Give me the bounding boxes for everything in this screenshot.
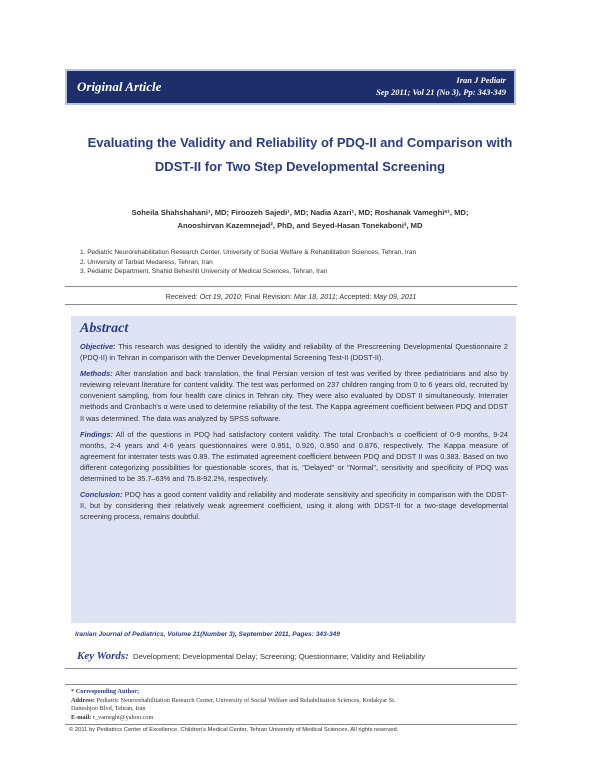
copyright-notice: © 2011 by Pediatrics Center of Excellence, Children's Medical Center, Tehran University of Medical Sciences, All rights reserved. bbox=[69, 727, 399, 733]
objective-text: This research was designed to identify the validity and reliability of the Prescreening Developmental Questionnaire 2 (PDQ-II) in Tehran in comparison with the Denver Developmental Screening Test-II (DDST-II). bbox=[80, 342, 508, 363]
article-type: Original Article bbox=[77, 79, 162, 94]
received-label: Received: bbox=[165, 292, 200, 301]
keywords-label: Key Words: bbox=[77, 650, 129, 662]
paper-title bbox=[60, 131, 540, 179]
journal-header-banner bbox=[65, 69, 516, 105]
accepted-label: ; Accepted: bbox=[335, 292, 374, 301]
divider bbox=[65, 668, 517, 669]
address-line-1 bbox=[71, 697, 516, 706]
accepted-date: May 09, 2011 bbox=[373, 292, 417, 301]
conclusion-text: PDQ has a good content validity and reliability and moderate sensitivity and specificity in comparison with the DDST-II, but by considering their relatively weak agreement coefficient, using it along with DDST-II for a two-stage developmental screening process, remains doubtful. bbox=[80, 490, 508, 522]
affiliations bbox=[80, 248, 520, 277]
revision-label: ; Final Revision: bbox=[240, 292, 294, 301]
author-line-1: Soheila Shahshahani¹, MD; Firoozeh Sajedi¹, MD; Nadia Azari¹, MD; Roshanak Vameghi*¹, MD; bbox=[131, 208, 469, 217]
address-text: Pediatric Neurorehabilitation Research Center, University of Social Welfare and Rehabilitation Sciences, Kodakyar St. bbox=[95, 696, 396, 704]
objective-label: Objective: bbox=[80, 342, 116, 351]
email-label: E-mail: bbox=[71, 713, 92, 721]
abstract-objective bbox=[80, 341, 508, 363]
conclusion-label: Conclusion: bbox=[80, 490, 123, 500]
methods-label: Methods: bbox=[80, 369, 113, 379]
corresponding-author bbox=[71, 688, 516, 722]
received-date: Oct 19, 2010 bbox=[199, 292, 241, 301]
abstract-findings bbox=[80, 429, 508, 484]
affiliation-item: 3. Pediatric Department, Shahid Beheshti University of Medical Sciences, Tehran, Iran bbox=[80, 268, 328, 275]
abstract-heading: Abstract bbox=[80, 321, 129, 336]
divider bbox=[65, 286, 517, 287]
divider bbox=[65, 304, 517, 305]
methods-text: After translation and back translation, the final Persian version of test was verified by three pediatricians and also by reviewing relevant literature for content validity. The test was performed on 237 children ranging from 0 to 6 years old, recruited by convenient sampling, from four health care clinics in Tehran city. They were also evaluated by DDST II simultaneously. Interrater methods and Cronbach's α were used to determine reliability of the test. The Kappa agreement coefficient between PDQ and DDST II was determined. The data was analyzed by SPSS software. bbox=[80, 369, 508, 423]
abstract-methods bbox=[80, 368, 508, 423]
journal-issue: Sep 2011; Vol 21 (No 3), Pp: 343-349 bbox=[376, 87, 506, 97]
abstract-box bbox=[71, 316, 516, 623]
corresponding-heading: * Corresponding Author; bbox=[71, 688, 140, 695]
affiliation-item: 2. University of Tarbiat Medaress, Tehran, Iran bbox=[80, 258, 213, 266]
email-line bbox=[71, 714, 516, 723]
keywords-text: Development; Developmental Delay; Screening; Questionnaire; Validity and Reliability bbox=[130, 652, 426, 661]
paper-title-line-1: Evaluating the Validity and Reliability of PDQ-II and Comparison with bbox=[87, 135, 513, 150]
journal-citation: Iranian Journal of Pediatrics, Volume 21(Number 3), September 2011, Pages: 343-349 bbox=[75, 631, 340, 638]
findings-label: Findings: bbox=[80, 429, 114, 439]
revision-date: Mar 18, 2011 bbox=[293, 292, 336, 301]
journal-citation-block bbox=[376, 74, 506, 98]
address-line-2: Daneshjoo Blvd, Tehran, Iran bbox=[71, 705, 146, 713]
address-label: Address: bbox=[71, 696, 96, 704]
submission-dates bbox=[65, 292, 517, 301]
author-list bbox=[60, 207, 540, 232]
journal-name: Iran J Pediatr bbox=[456, 75, 506, 85]
keywords bbox=[77, 650, 517, 662]
divider bbox=[65, 684, 517, 685]
email-address: r_vameghi@yahoo.com bbox=[91, 713, 154, 721]
abstract-conclusion bbox=[80, 489, 508, 522]
findings-text: All of the questions in PDQ had satisfactory content validity. The total Cronbach's α coefficient of 0-9 months, 9-24 months, 2-4 years and 4-6 years questionnaires were 0.951, 0.926, 0.950 and 0.876, respectively. The Kappa measure of agreement for interrater tests was 0.89. The estimated agreement coefficient between PDQ and DDST II was 0.383. Based on two different categorizing possibilities for questionable scores, that is, "Delayed" or "Normal", sensitivity and specificity of PDQ was determined to be 35.7–63% and 75.8-92.2%, respectively. bbox=[80, 429, 508, 484]
author-line-2: Anooshirvan Kazemnejad², PhD, and Seyed-Hasan Tonekaboni³, MD bbox=[177, 220, 423, 230]
affiliation-item: 1. Pediatric Neurorehabilitation Research Center, University of Social Welfare & Rehabilitation Sciences, Tehran, Iran bbox=[80, 249, 417, 256]
divider bbox=[65, 724, 517, 725]
paper-title-line-2: DDST-II for Two Step Developmental Screening bbox=[154, 159, 446, 174]
